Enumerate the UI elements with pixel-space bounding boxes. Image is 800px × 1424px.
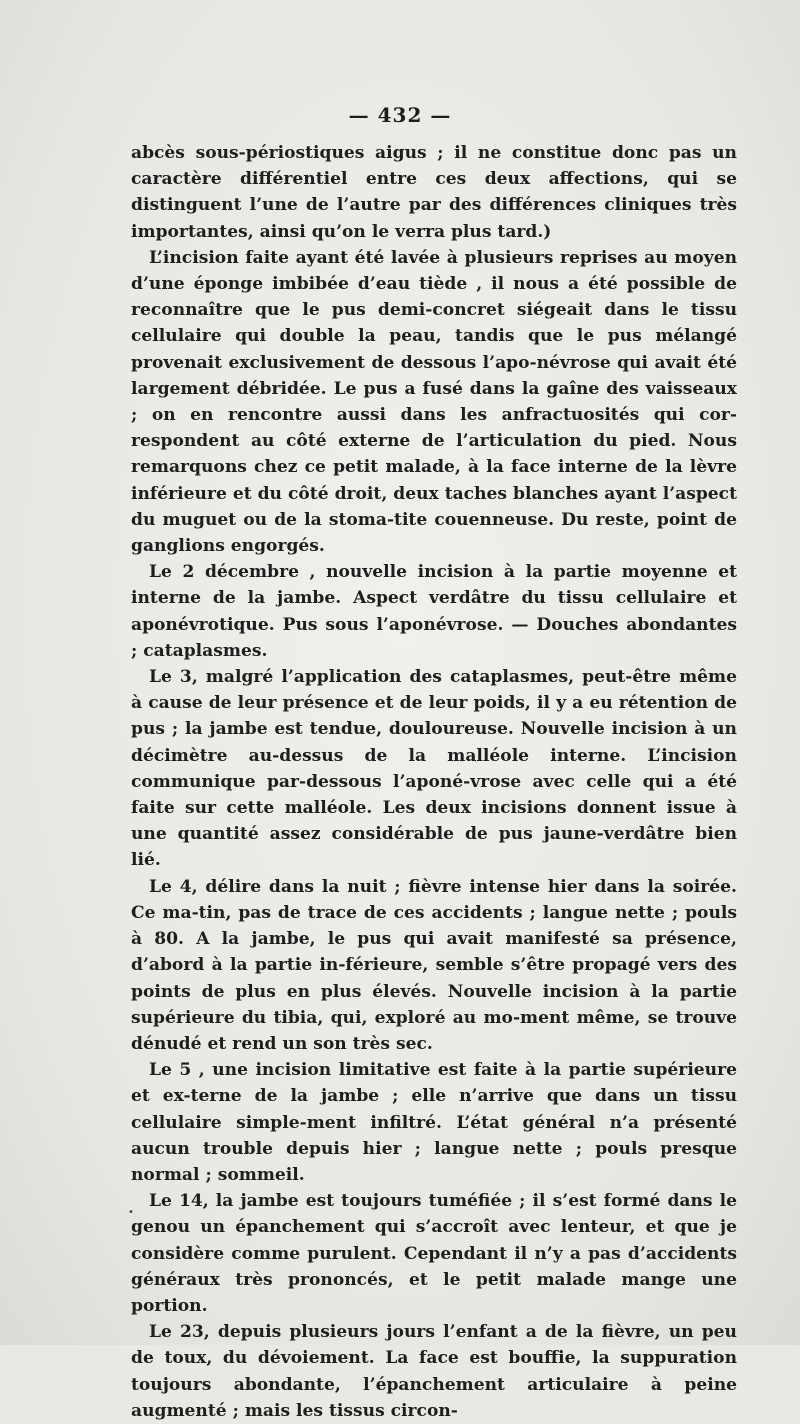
paragraph: Le 3, malgré l’application des cataplasmes, peut-être même à cause de leur présence et de leur poids, il y a eu rétention de pus ; la jambe est tendue, douloureuse. Nouvelle incision à un décimètre au-dessus de la malléole interne. L’incision communique par-dessous l’aponé-vrose avec celle qui a été faite sur cette malléole. Les deux incisions donnent issue à une quantité assez considérable de pus jaune-verdâtre bien lié. xyxy=(131,667,737,871)
paragraph: Le 5 , une incision limitative est faite à la partie supérieure et ex-terne de la jambe ; elle n’arrive que dans un tissu cellulaire simple-ment infiltré. L’état général n’a présenté aucun trouble depuis hier ; langue nette ; pouls presque normal ; sommeil. xyxy=(131,1060,737,1185)
body-text xyxy=(131,140,737,1424)
page-number: — 432 — xyxy=(348,103,452,127)
ink-speck: • xyxy=(128,1207,134,1218)
paragraph: Le 2 décembre , nouvelle incision à la partie moyenne et interne de la jambe. Aspect verdâtre du tissu cellulaire et aponévrotique. Pus sous l’aponévrose. — Douches abondantes ; cataplasmes. xyxy=(131,562,737,661)
paragraph: L’incision faite ayant été lavée à plusieurs reprises au moyen d’une éponge imbibée d’eau tiède , il nous a été possible de reconnaître que le pus demi-concret siégeait dans le tissu cellulaire qui double la peau, tandis que le pus mélangé provenait exclusivement de dessous l’apo-névrose qui avait été largement débridée. Le pus a fusé dans la gaîne des vaisseaux ; on en rencontre aussi dans les anfractuosités qui cor-respondent au côté externe de l’articulation du pied. Nous remarquons chez ce petit malade, à la face interne de la lèvre inférieure et du côté droit, deux taches blanches ayant l’aspect du muguet ou de la stoma-tite couenneuse. Du reste, point de ganglions engorgés. xyxy=(131,247,737,557)
paragraph: Le 14, la jambe est toujours tuméfiée ; il s’est formé dans le genou un épanchement qui s’accroît avec lenteur, et que je considère comme purulent. Cependant il n’y a pas d’accidents généraux très prononcés, et le petit malade mange une portion. xyxy=(131,1191,737,1316)
paragraph: Le 23, depuis plusieurs jours l’enfant a de la fièvre, un peu de toux, du dévoiement. La face est bouffie, la suppuration toujours abondante, l’épanchement articulaire à peine augmenté ; mais les tissus circon- xyxy=(131,1322,737,1421)
paragraph: abcès sous-périostiques aigus ; il ne constitue donc pas un caractère différentiel entre ces deux affections, qui se distinguent l’une de l’autre par des différences cliniques très importantes, ainsi qu’on le verra plus tard.) xyxy=(131,143,737,242)
paragraph: Le 4, délire dans la nuit ; fièvre intense hier dans la soirée. Ce ma-tin, pas de trace de ces accidents ; langue nette ; pouls à 80. A la jambe, le pus qui avait manifesté sa présence, d’abord à la partie in-férieure, semble s’être propagé vers des points de plus en plus élevés. Nouvelle incision à la partie supérieure du tibia, qui, exploré au mo-ment même, se trouve dénudé et rend un son très sec. xyxy=(131,876,737,1054)
